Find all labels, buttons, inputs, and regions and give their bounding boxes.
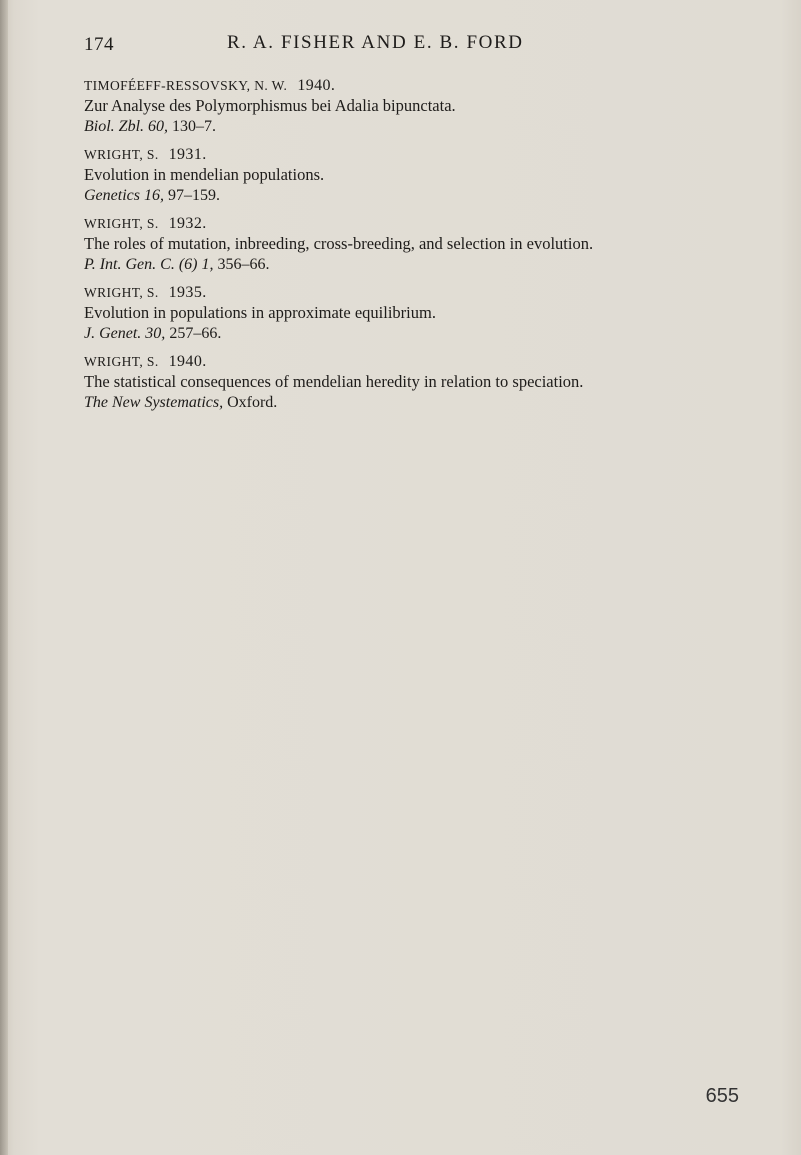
reference-entry bbox=[84, 352, 644, 413]
reference-year: 1940. bbox=[168, 353, 207, 370]
folio-number: 655 bbox=[705, 1085, 739, 1107]
reference-journal-line bbox=[84, 185, 644, 206]
reference-author-line bbox=[84, 214, 644, 234]
reference-title: Evolution in mendelian populations. bbox=[84, 165, 325, 184]
reference-journal-line bbox=[84, 323, 644, 344]
reference-author-line bbox=[84, 283, 644, 303]
reference-author: TIMOFÉEFF-RESSOVSKY, N. W. bbox=[84, 78, 288, 93]
reference-journal: Biol. Zbl. 60, bbox=[84, 118, 169, 135]
reference-author-line bbox=[84, 352, 644, 372]
reference-journal-line bbox=[84, 392, 644, 413]
reference-year: 1935. bbox=[168, 284, 207, 301]
reference-pages: 97–159. bbox=[163, 187, 220, 204]
reference-pages: 130–7. bbox=[168, 118, 217, 135]
reference-entry bbox=[84, 76, 644, 137]
reference-pages: 356–66. bbox=[213, 256, 270, 273]
reference-journal: J. Genet. 30, bbox=[84, 325, 166, 342]
page-gutter bbox=[0, 0, 8, 1155]
reference-author-line bbox=[84, 76, 644, 96]
reference-journal-line bbox=[84, 116, 644, 137]
reference-list bbox=[84, 76, 644, 421]
reference-entry bbox=[84, 283, 644, 344]
reference-title: Evolution in populations in approximate equilibrium. bbox=[84, 303, 436, 322]
reference-pages: Oxford. bbox=[223, 394, 278, 411]
reference-year: 1940. bbox=[297, 77, 336, 94]
reference-journal: The New Systematics, bbox=[84, 394, 224, 411]
reference-entry bbox=[84, 145, 644, 206]
reference-author: WRIGHT, S. bbox=[84, 285, 159, 300]
reference-pages: 257–66. bbox=[165, 325, 222, 342]
reference-year: 1931. bbox=[168, 146, 207, 163]
page-number: 174 bbox=[84, 34, 114, 55]
reference-author-line bbox=[84, 145, 644, 165]
reference-author: WRIGHT, S. bbox=[84, 216, 159, 231]
reference-journal-line bbox=[84, 254, 644, 275]
reference-journal: Genetics 16, bbox=[84, 187, 164, 204]
reference-title: The statistical consequences of mendelian heredity in relation to speciation. bbox=[84, 372, 584, 391]
reference-year: 1932. bbox=[168, 215, 207, 232]
reference-title: The roles of mutation, inbreeding, cross-breeding, and selection in evolution. bbox=[84, 234, 594, 253]
reference-title: Zur Analyse des Polymorphismus bei Adalia bipunctata. bbox=[84, 96, 456, 115]
reference-journal: P. Int. Gen. C. (6) 1, bbox=[84, 256, 214, 273]
reference-author: WRIGHT, S. bbox=[84, 354, 159, 369]
reference-author: WRIGHT, S. bbox=[84, 147, 159, 162]
running-head-authors: R. A. FISHER AND E. B. FORD bbox=[227, 32, 524, 53]
reference-entry bbox=[84, 214, 644, 275]
running-head bbox=[84, 32, 724, 58]
